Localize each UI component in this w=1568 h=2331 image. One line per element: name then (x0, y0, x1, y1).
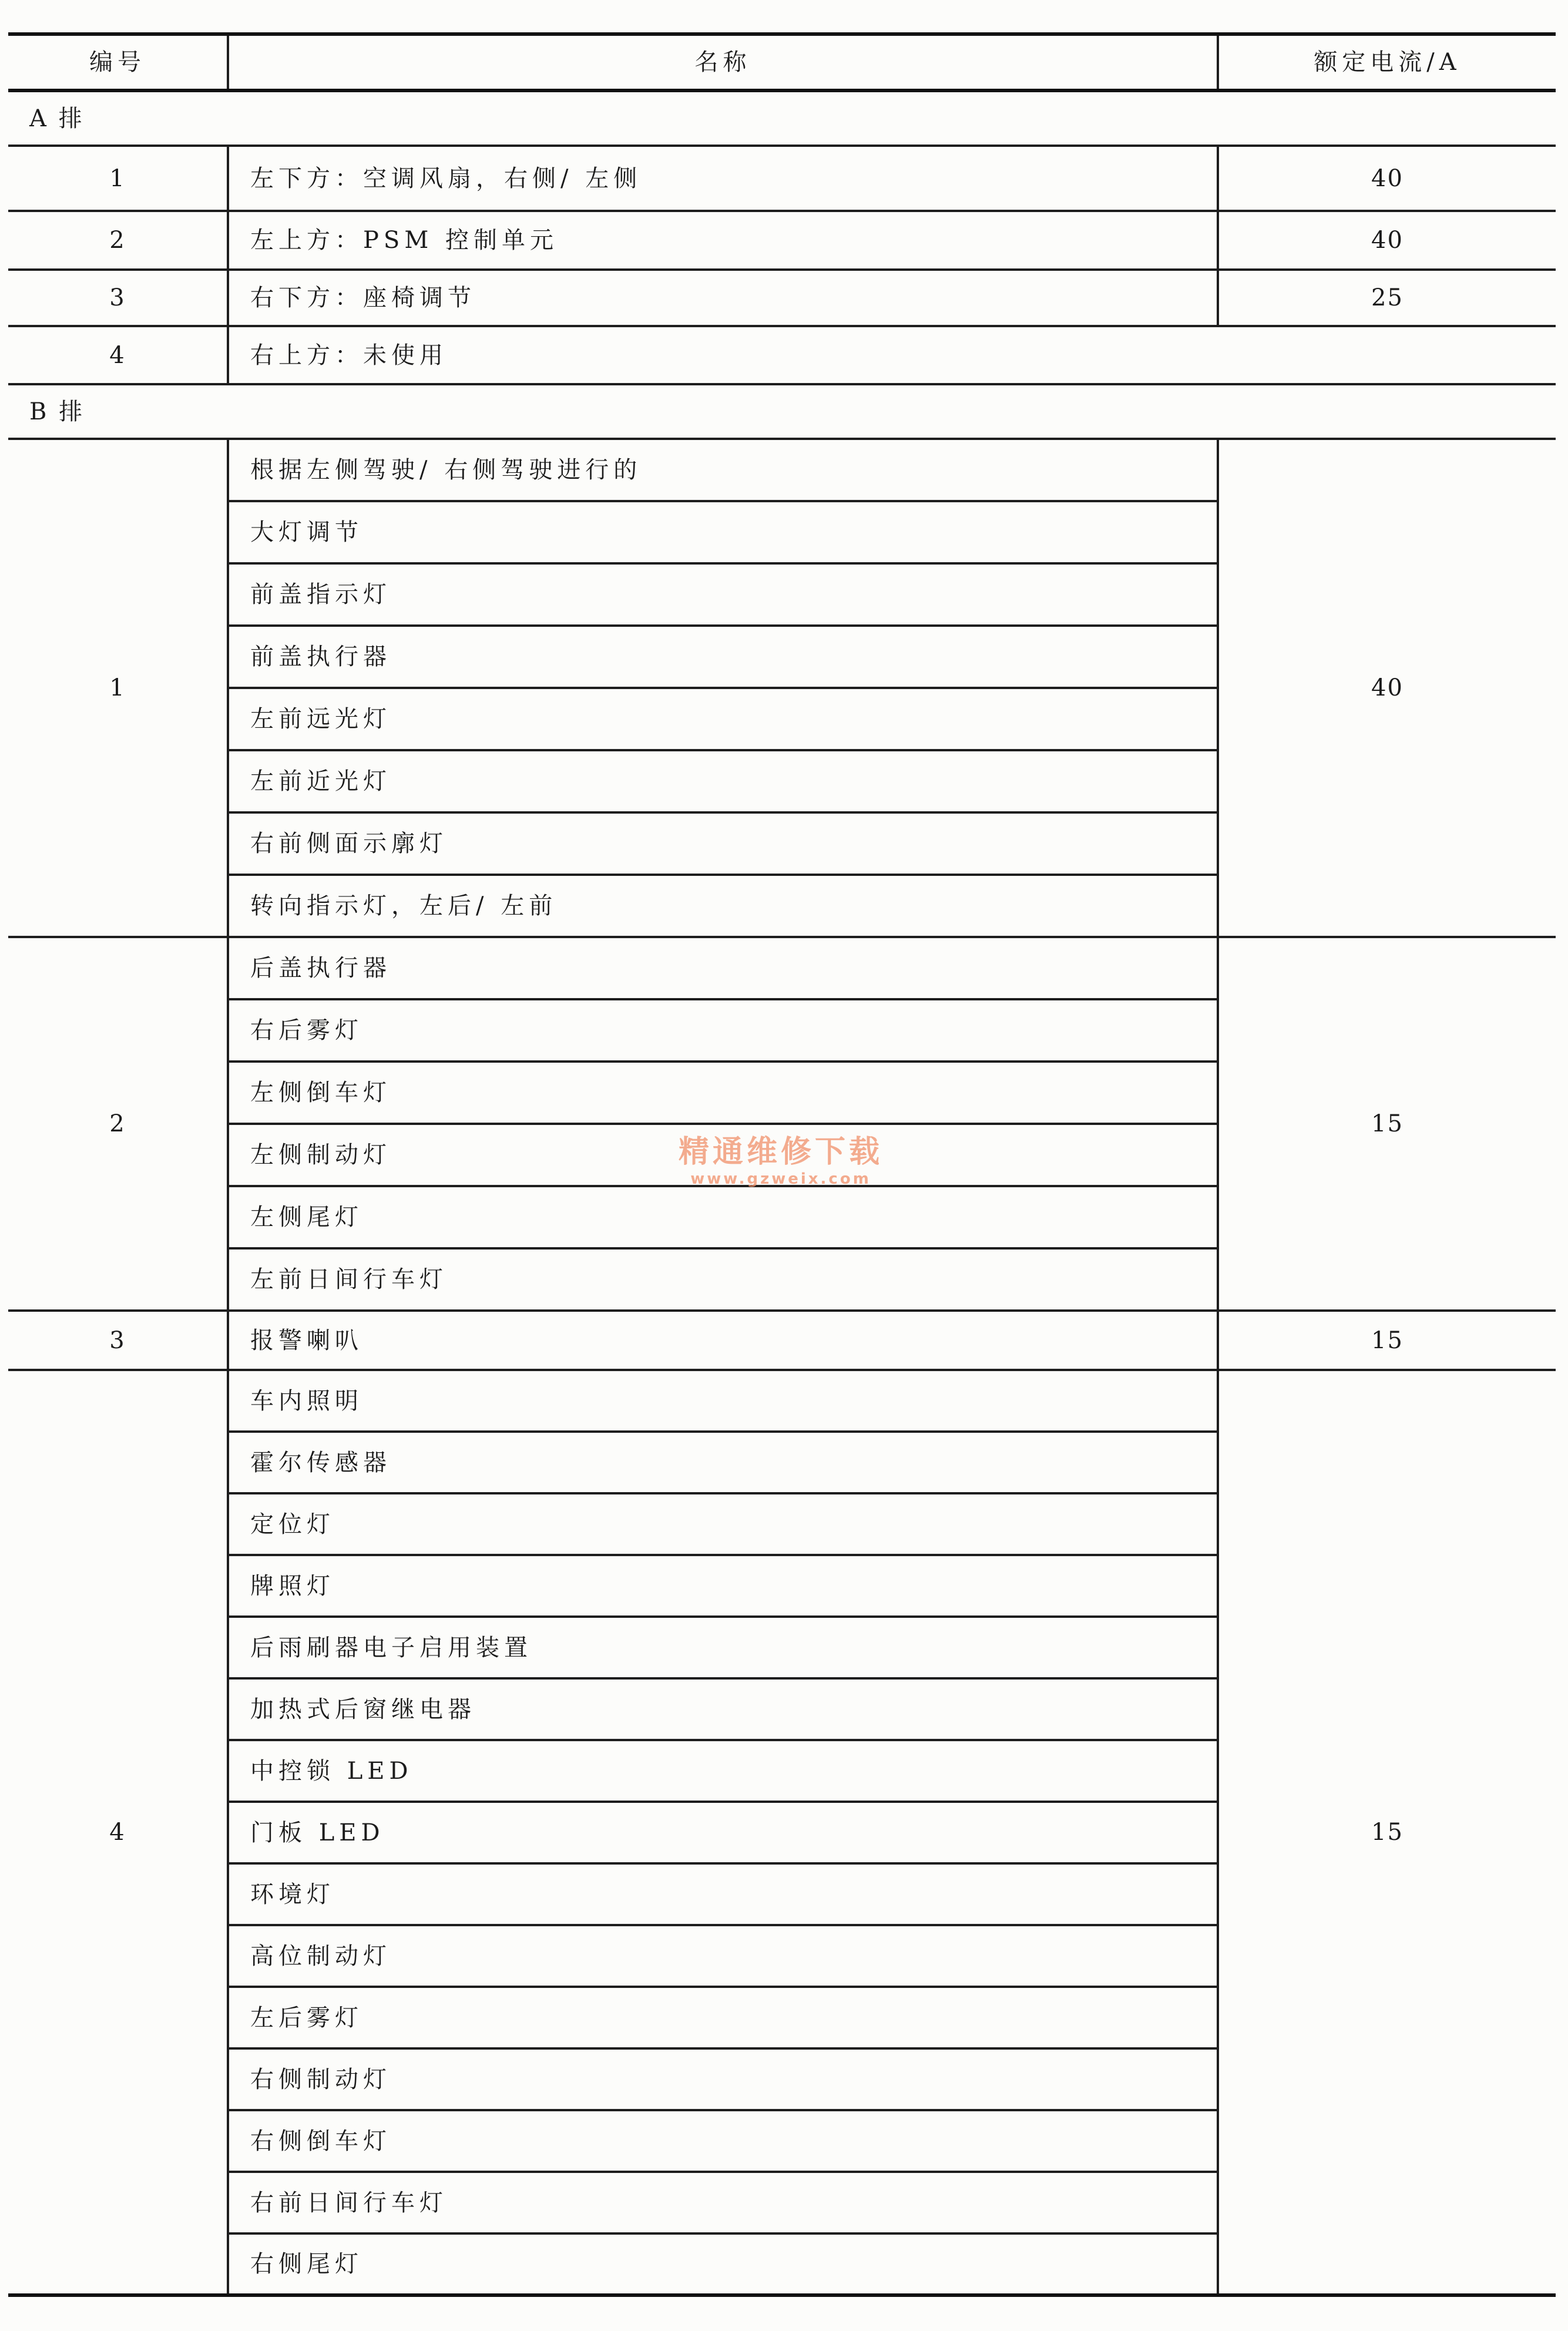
row-b-4-item: 加热式后窗继电器 (228, 1678, 1218, 1740)
table-row (8, 1370, 1556, 1432)
row-b-4-item: 右侧倒车灯 (228, 2110, 1218, 2172)
row-b-3-rated-current: 15 (1218, 1311, 1556, 1370)
watermark-url: www.gzweix.com (690, 1170, 871, 1188)
row-b-4-item: 车内照明 (228, 1370, 1218, 1432)
row-a-2-number: 2 (8, 211, 228, 270)
header-number: 编号 (8, 34, 228, 90)
row-b-1-number: 1 (8, 439, 228, 937)
section-row-b (8, 384, 1556, 439)
row-b-1-item: 左前远光灯 (228, 688, 1218, 750)
row-b-2-item: 右后雾灯 (228, 999, 1218, 1062)
row-b-1-item: 根据左侧驾驶/ 右侧驾驶进行的 (228, 439, 1218, 501)
row-b-4-item: 右侧制动灯 (228, 2048, 1218, 2110)
table-row (8, 439, 1556, 501)
row-b-4-item: 环境灯 (228, 1863, 1218, 1925)
row-b-4-item: 高位制动灯 (228, 1925, 1218, 1987)
row-a-1-rated-current: 40 (1218, 146, 1556, 211)
row-b-2-item: 左侧倒车灯 (228, 1062, 1218, 1124)
row-b-2-rated-current: 15 (1218, 937, 1556, 1311)
row-a-4-name: 右上方：未使用 (228, 326, 1556, 384)
row-a-4-number: 4 (8, 326, 228, 384)
row-b-1-item: 转向指示灯，左后/ 左前 (228, 875, 1218, 937)
row-a-3-name: 右下方：座椅调节 (228, 270, 1218, 326)
row-b-2-number: 2 (8, 937, 228, 1311)
row-b-1-item: 前盖执行器 (228, 626, 1218, 688)
row-b-2-item: 后盖执行器 (228, 937, 1218, 999)
row-b-4-item: 中控锁 LED (228, 1740, 1218, 1802)
header-row (8, 34, 1556, 90)
row-b-3-item: 报警喇叭 (228, 1311, 1218, 1370)
row-b-4-item: 霍尔传感器 (228, 1432, 1218, 1493)
row-b-4-rated-current: 15 (1218, 1370, 1556, 2295)
table-row (8, 270, 1556, 326)
row-b-2-item: 左前日间行车灯 (228, 1248, 1218, 1311)
row-a-3-number: 3 (8, 270, 228, 326)
row-b-4-item: 后雨刷器电子启用装置 (228, 1617, 1218, 1678)
row-b-1-rated-current: 40 (1218, 439, 1556, 937)
watermark-title: 精通维修下载 (678, 1134, 883, 1170)
row-b-1-item: 大灯调节 (228, 501, 1218, 563)
table-row (8, 211, 1556, 270)
table-row (8, 1311, 1556, 1370)
row-a-1-name: 左下方：空调风扇，右侧/ 左侧 (228, 146, 1218, 211)
row-a-1-number: 1 (8, 146, 228, 211)
table-row (8, 937, 1556, 999)
row-b-2-item: 左侧制动灯 (228, 1124, 1218, 1186)
row-b-4-item: 牌照灯 (228, 1555, 1218, 1617)
row-b-3-number: 3 (8, 1311, 228, 1370)
section-label-b: B 排 (8, 384, 1556, 439)
row-b-4-item: 右前日间行车灯 (228, 2172, 1218, 2233)
row-b-4-item: 右侧尾灯 (228, 2233, 1218, 2295)
row-b-1-item: 左前近光灯 (228, 750, 1218, 812)
section-label-a: A 排 (8, 90, 1556, 146)
row-b-2-item: 左侧尾灯 (228, 1186, 1218, 1248)
row-a-2-rated-current: 40 (1218, 211, 1556, 270)
row-b-1-item: 右前侧面示廓灯 (228, 812, 1218, 875)
fuse-table (8, 32, 1556, 2297)
section-row-a (8, 90, 1556, 146)
row-b-4-item: 门板 LED (228, 1802, 1218, 1863)
row-b-4-item: 左后雾灯 (228, 1987, 1218, 2048)
header-rated-current: 额定电流/A (1218, 34, 1556, 90)
row-b-4-number: 4 (8, 1370, 228, 2295)
table-row (8, 146, 1556, 211)
table-row (8, 326, 1556, 384)
row-b-4-item: 定位灯 (228, 1493, 1218, 1555)
row-a-2-name: 左上方：PSM 控制单元 (228, 211, 1218, 270)
header-name: 名称 (228, 34, 1218, 90)
row-b-1-item: 前盖指示灯 (228, 563, 1218, 626)
row-a-3-rated-current: 25 (1218, 270, 1556, 326)
